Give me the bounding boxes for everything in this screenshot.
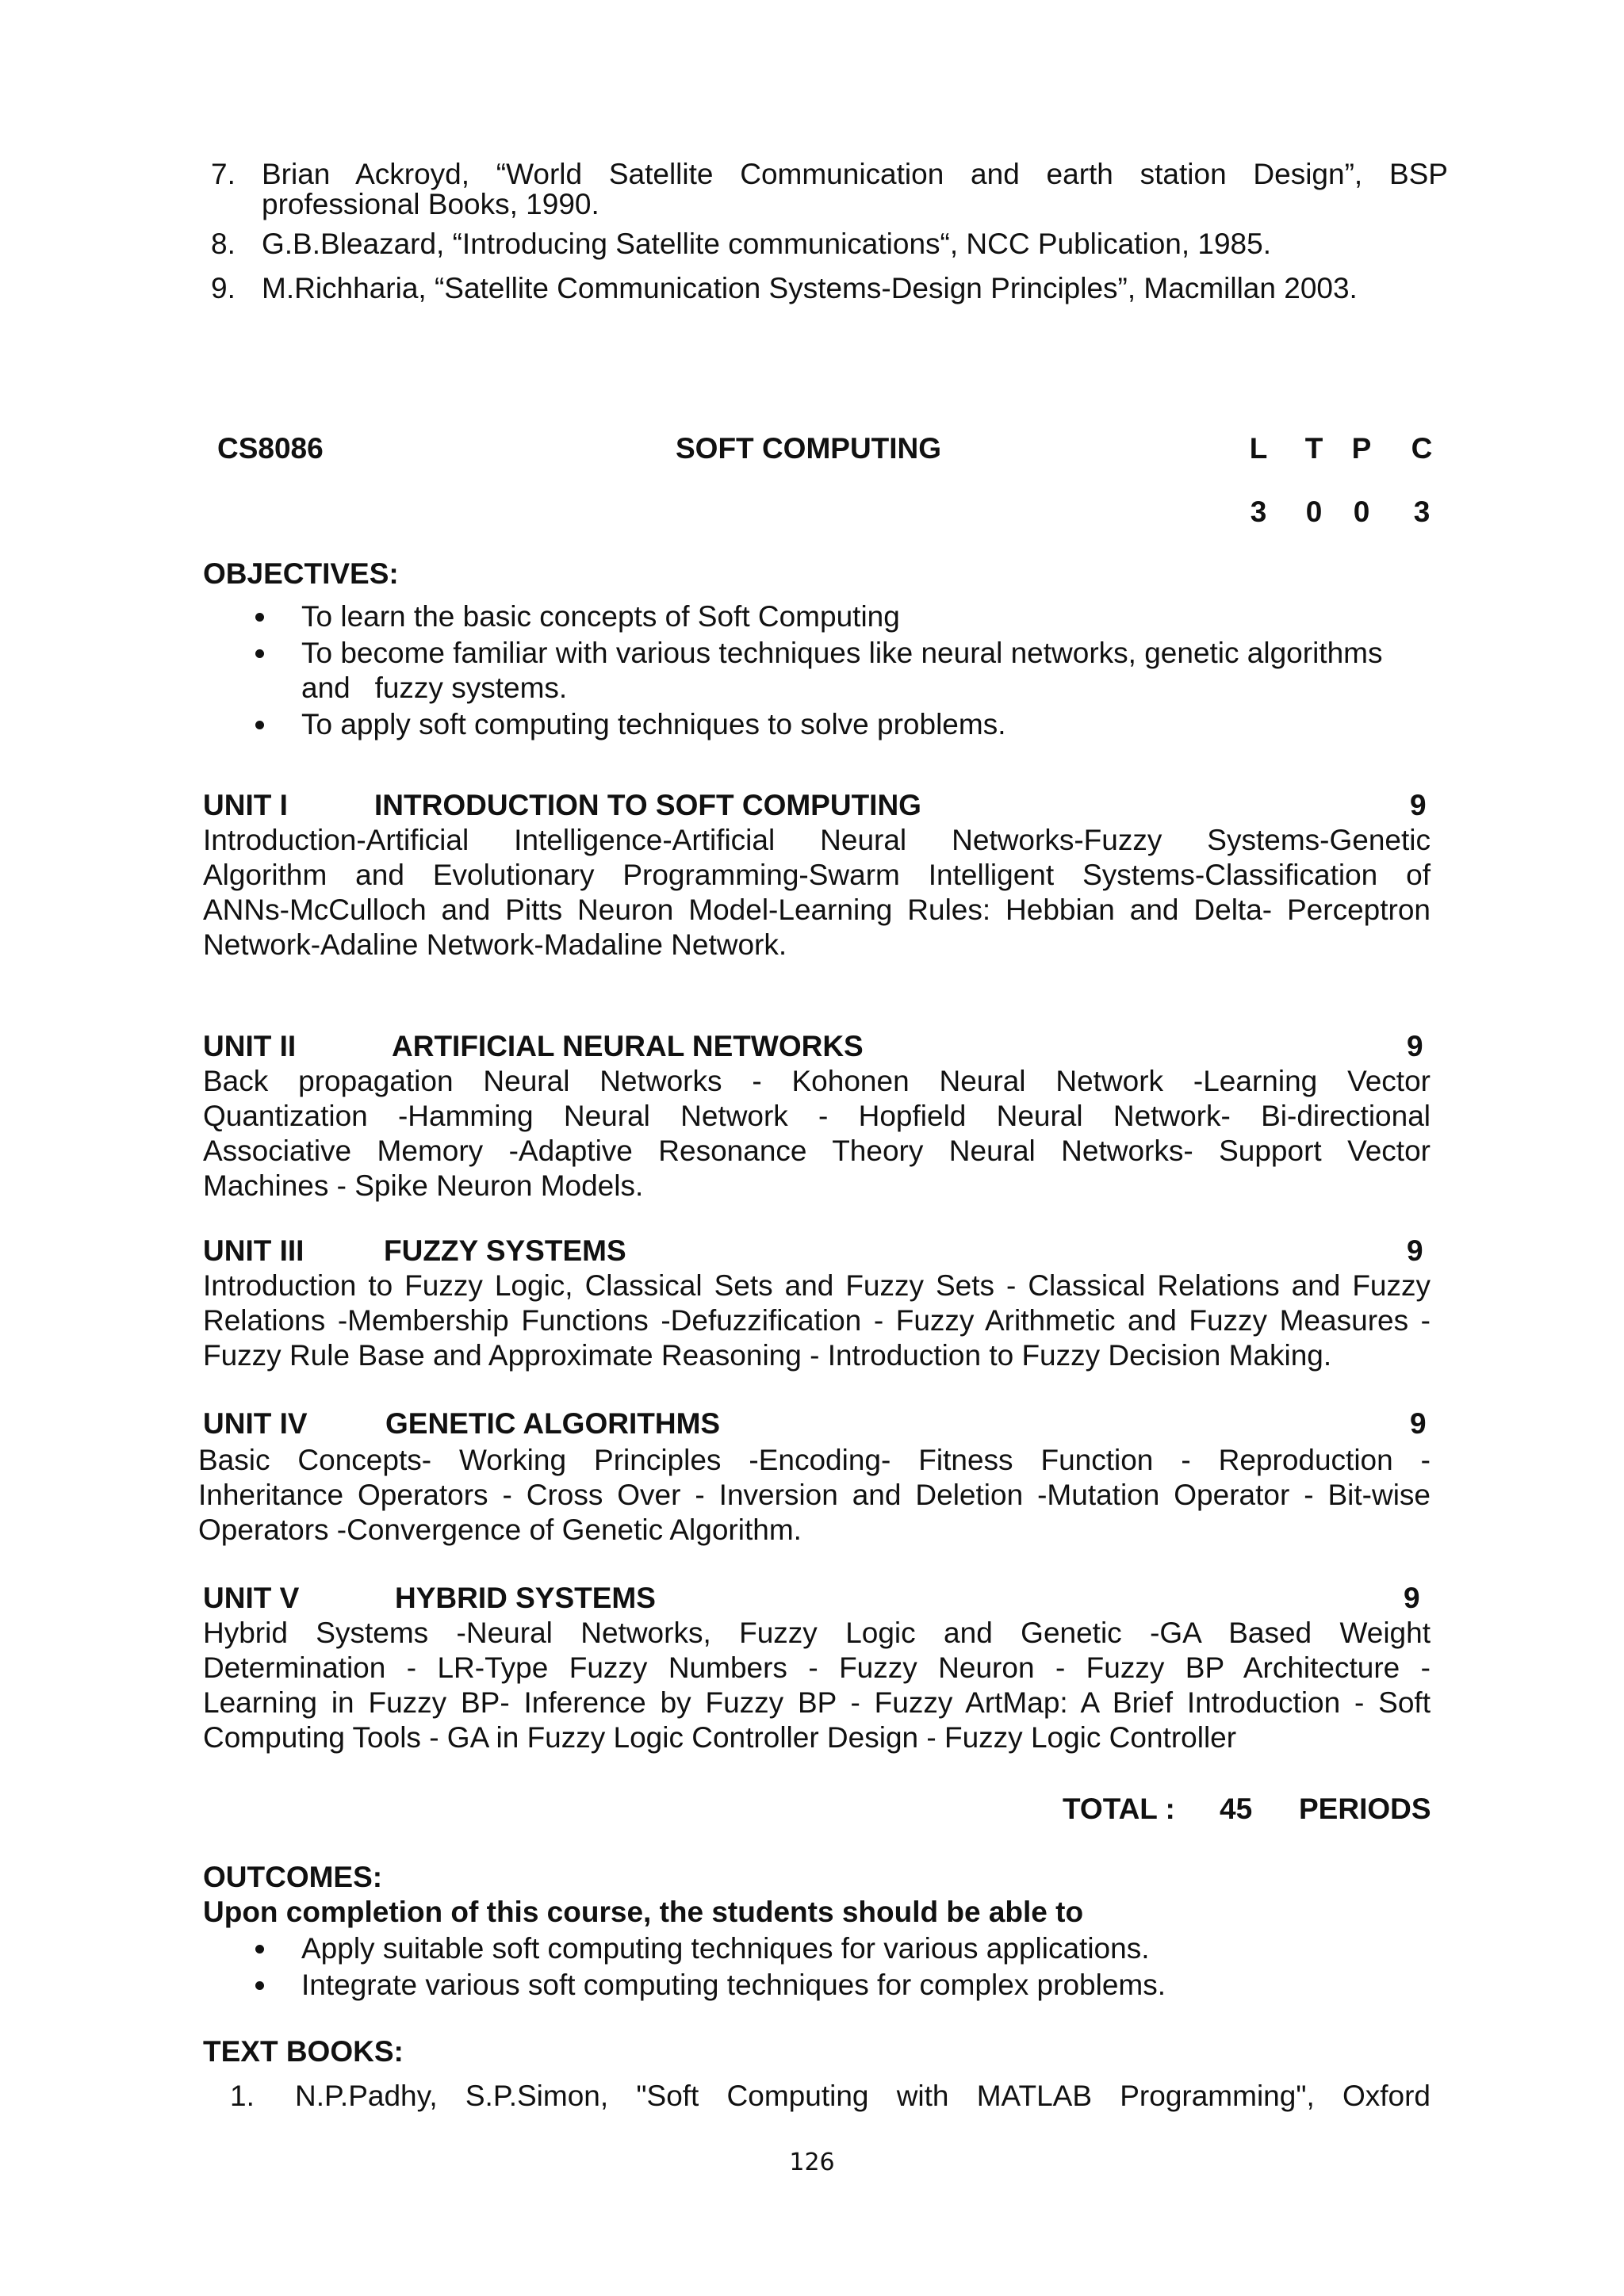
reference-text: G.B.Bleazard, “Introducing Satellite communications“, NCC Publication, 1985. bbox=[262, 228, 1271, 260]
ltpc-value: 0 bbox=[1305, 496, 1323, 528]
text-books-heading: TEXT BOOKS: bbox=[203, 2035, 404, 2068]
objective-text: To become familiar with various techniques like neural networks, genetic algorithms bbox=[301, 637, 1383, 669]
unit-line: Learning in Fuzzy BP- Inference by Fuzzy BP - Fuzzy ArtMap: A Brief Introduction - Soft bbox=[203, 1686, 1431, 1719]
ltpc-value: 0 bbox=[1353, 496, 1370, 528]
unit-line: Introduction to Fuzzy Logic, Classical Sets and Fuzzy Sets - Classical Relations and Fuzzy bbox=[203, 1269, 1431, 1302]
unit-label: UNIT I bbox=[203, 789, 288, 821]
outcome-text: Apply suitable soft computing techniques for various applications. bbox=[301, 1932, 1150, 1965]
ltpc-label: P bbox=[1351, 432, 1372, 465]
unit-line: Algorithm and Evolutionary Programming-Swarm Intelligent Systems-Classification of bbox=[203, 859, 1431, 891]
ltpc-label: L bbox=[1249, 432, 1268, 465]
outcomes-heading: OUTCOMES: bbox=[203, 1861, 383, 1893]
objective-text: and fuzzy systems. bbox=[301, 672, 568, 704]
objective-text: To apply soft computing techniques to solve problems. bbox=[301, 708, 1006, 740]
ltpc-label: C bbox=[1411, 432, 1433, 465]
unit-hours: 9 bbox=[1404, 1582, 1420, 1614]
text-book-text: N.P.Padhy, S.P.Simon, "Soft Computing with MATLAB Programming", Oxford bbox=[295, 2080, 1431, 2112]
unit-line: Back propagation Neural Networks - Kohonen Neural Network -Learning Vector bbox=[203, 1065, 1431, 1097]
total-label: TOTAL : bbox=[1063, 1793, 1175, 1825]
objective-item bbox=[254, 599, 1427, 634]
unit-line: Network-Adaline Network-Madaline Network. bbox=[203, 928, 787, 961]
reference-text: M.Richharia, “Satellite Communication Systems-Design Principles”, Macmillan 2003. bbox=[262, 272, 1358, 304]
unit-line: Determination - LR-Type Fuzzy Numbers - Fuzzy Neuron - Fuzzy BP Architecture - bbox=[203, 1651, 1431, 1684]
unit-line: Introduction-Artificial Intelligence-Artificial Neural Networks-Fuzzy Systems-Genetic bbox=[203, 824, 1431, 856]
total-value: 45 bbox=[1220, 1793, 1253, 1825]
unit-hours: 9 bbox=[1407, 1030, 1423, 1062]
unit-line: ANNs-McCulloch and Pitts Neuron Model-Learning Rules: Hebbian and Delta- Perceptron bbox=[203, 894, 1431, 926]
unit-line: Inheritance Operators - Cross Over - Inversion and Deletion -Mutation Operator - Bit-wise bbox=[198, 1479, 1431, 1511]
unit-content bbox=[203, 1616, 1431, 1755]
outcome-text: Integrate various soft computing techniques for complex problems. bbox=[301, 1969, 1166, 2001]
ltpc-value: 3 bbox=[1413, 496, 1431, 528]
unit-hours: 9 bbox=[1410, 1407, 1427, 1440]
total-unit: PERIODS bbox=[1299, 1793, 1431, 1825]
reference-number: 8. bbox=[211, 228, 236, 260]
text-book-number: 1. bbox=[230, 2080, 255, 2112]
unit-content bbox=[203, 1064, 1431, 1203]
unit-line: Associative Memory -Adaptive Resonance Theory Neural Networks- Support Vector bbox=[203, 1135, 1431, 1167]
unit-label: UNIT V bbox=[203, 1582, 300, 1614]
outcomes-list bbox=[254, 1931, 1427, 2003]
unit-line: Operators -Convergence of Genetic Algorithm. bbox=[198, 1513, 802, 1546]
reference-number: 9. bbox=[211, 272, 236, 304]
unit-line: Computing Tools - GA in Fuzzy Logic Controller Design - Fuzzy Logic Controller bbox=[203, 1721, 1237, 1754]
unit-label: UNIT II bbox=[203, 1030, 297, 1062]
unit-title: GENETIC ALGORITHMS bbox=[385, 1407, 721, 1440]
unit-title: HYBRID SYSTEMS bbox=[395, 1582, 656, 1614]
unit-line: Machines - Spike Neuron Models. bbox=[203, 1169, 644, 1202]
unit-label: UNIT III bbox=[203, 1234, 304, 1267]
objective-item bbox=[254, 707, 1427, 742]
unit-line: Fuzzy Rule Base and Approximate Reasoning - Introduction to Fuzzy Decision Making. bbox=[203, 1339, 1332, 1372]
unit-line: Basic Concepts- Working Principles -Encoding- Fitness Function - Reproduction - bbox=[198, 1444, 1431, 1476]
objective-item bbox=[254, 636, 1427, 706]
outcome-item bbox=[254, 1931, 1427, 1966]
unit-content bbox=[203, 1269, 1431, 1373]
page-number: 126 bbox=[789, 2149, 835, 2176]
objectives-heading: OBJECTIVES: bbox=[203, 557, 399, 590]
ltpc-value: 3 bbox=[1250, 496, 1267, 528]
unit-label: UNIT IV bbox=[203, 1407, 308, 1440]
unit-content bbox=[198, 1443, 1431, 1548]
unit-hours: 9 bbox=[1407, 1234, 1423, 1267]
unit-title: INTRODUCTION TO SOFT COMPUTING bbox=[374, 789, 921, 821]
course-code: CS8086 bbox=[217, 432, 324, 465]
unit-line: Quantization -Hamming Neural Network - Hopfield Neural Network- Bi-directional bbox=[203, 1100, 1431, 1132]
reference-text: Brian Ackroyd, “World Satellite Communication and earth station Design”, BSP bbox=[262, 158, 1448, 190]
unit-title: FUZZY SYSTEMS bbox=[384, 1234, 626, 1267]
objective-text: To learn the basic concepts of Soft Computing bbox=[301, 600, 900, 633]
ltpc-label: T bbox=[1304, 432, 1323, 465]
unit-hours: 9 bbox=[1410, 789, 1427, 821]
outcomes-intro: Upon completion of this course, the students should be able to bbox=[203, 1896, 1084, 1928]
objectives-list bbox=[254, 599, 1427, 742]
unit-title: ARTIFICIAL NEURAL NETWORKS bbox=[392, 1030, 864, 1062]
unit-line: Relations -Membership Functions -Defuzzification - Fuzzy Arithmetic and Fuzzy Measures - bbox=[203, 1304, 1431, 1337]
unit-content bbox=[203, 823, 1431, 962]
outcome-item bbox=[254, 1968, 1427, 2003]
reference-number: 7. bbox=[211, 158, 236, 190]
course-title: SOFT COMPUTING bbox=[676, 432, 942, 465]
reference-text: professional Books, 1990. bbox=[262, 188, 599, 220]
unit-line: Hybrid Systems -Neural Networks, Fuzzy Logic and Genetic -GA Based Weight bbox=[203, 1617, 1431, 1649]
